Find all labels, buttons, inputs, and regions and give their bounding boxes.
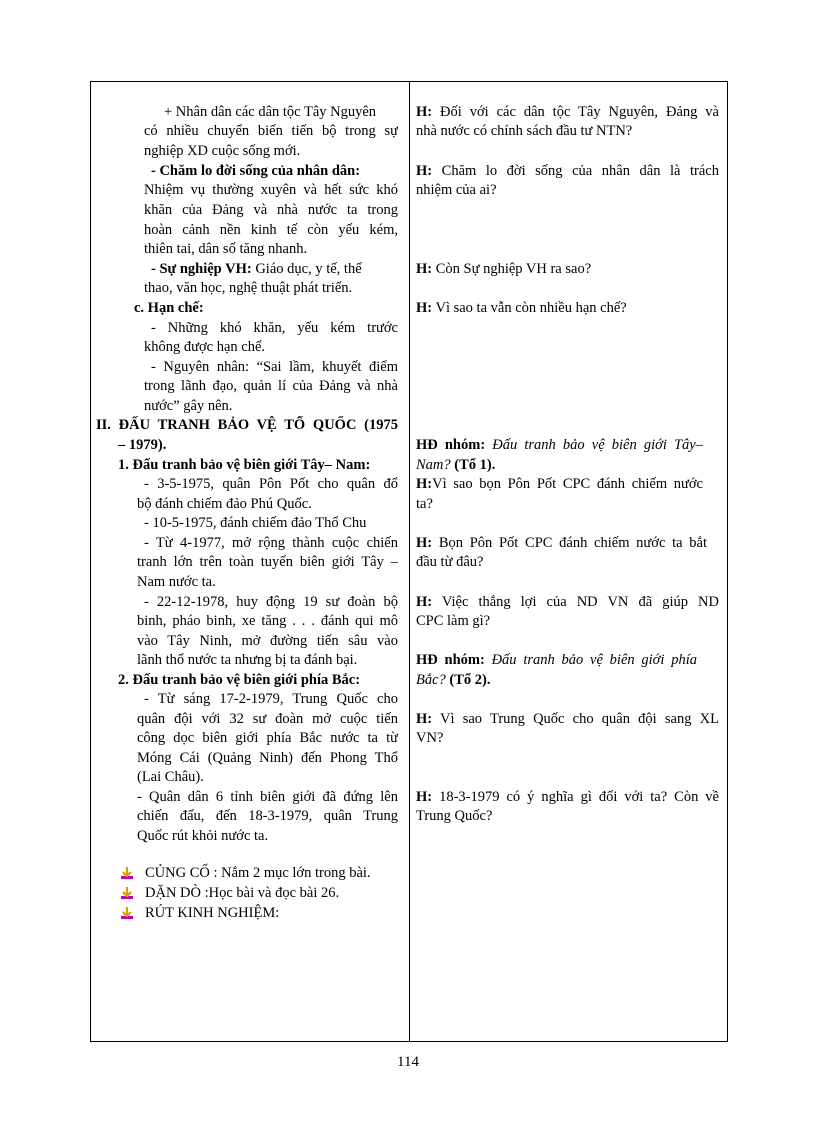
text-line: - Nguyên nhân: “Sai lầm, khuyết điểm [151, 359, 398, 375]
question: H: Vì sao Trung Quốc cho quân đội sang XL [416, 711, 719, 727]
text-line: chiến đấu, đến 18-3-1979, quân Trung [137, 808, 398, 824]
text-line: (Lai Châu). [137, 769, 204, 785]
group-activity: HĐ nhóm: Đấu tranh bảo vệ biên giới Tây– [416, 437, 703, 453]
text-line: tranh lớn trên toàn tuyến biên giới Tây – [137, 554, 398, 570]
column-divider [409, 82, 410, 1041]
question: H: Bọn Pôn Pốt CPC đánh chiếm nước ta bắt [416, 535, 707, 551]
arrow-bullet-icon [120, 906, 134, 920]
question: H: 18-3-1979 có ý nghĩa gì đối với ta? Còn về [416, 789, 719, 805]
text-line: lãnh thổ nước ta nhưng bị ta đánh bại. [137, 652, 358, 668]
text-line: - Từ sáng 17-2-1979, Trung Quốc cho [144, 691, 398, 707]
text-line: - 3-5-1975, quân Pôn Pốt cho quân đổ [144, 476, 398, 492]
subsection-heading: 1. Đấu tranh bảo vệ biên giới Tây– Nam: [118, 457, 371, 473]
text-line: Nam nước ta. [137, 574, 216, 590]
question: H: Còn Sự nghiệp VH ra sao? [416, 261, 592, 277]
text-line: VN? [416, 730, 444, 746]
text-line: đầu từ đâu? [416, 554, 484, 570]
bullet-text: RÚT KINH NGHIỆM: [145, 905, 280, 921]
text-line: binh, pháo binh, xe tăng . . . đánh qui mô [137, 613, 398, 629]
text-line: CPC làm gì? [416, 613, 491, 629]
text-line: không được hạn chế. [144, 339, 266, 355]
text-line: Trung Quốc? [416, 808, 493, 824]
text-line: quân đội với 32 sư đoàn mở cuộc tiến [137, 711, 398, 727]
text-line: nước” gây nên. [144, 398, 233, 414]
text-line: Quốc rút khỏi nước ta. [137, 828, 269, 844]
question: H: Đối với các dân tộc Tây Nguyên, Đảng và [416, 104, 719, 120]
text-line: nghiệp XD cuộc sống mới. [144, 143, 301, 159]
group-activity: Bắc? (Tổ 2). [416, 672, 491, 688]
text-line: - Những khó khăn, yếu kém trước [151, 320, 398, 336]
subsection-heading: 2. Đấu tranh bảo vệ biên giới phía Bắc: [118, 672, 361, 688]
text-line: trong lãnh đạo, quản lí của Đảng và nhà [144, 378, 398, 394]
section-heading: c. Hạn chế: [134, 300, 204, 316]
text-line: + Nhân dân các dân tộc Tây Nguyên [164, 104, 377, 120]
text-line: - 22-12-1978, huy động 19 sư đoàn bộ [144, 594, 398, 610]
question: H: Vì sao ta vẫn còn nhiều hạn chế? [416, 300, 627, 316]
bullet-text: CỦNG CỐ : Nắm 2 mục lớn trong bài. [145, 865, 371, 881]
text-line: nhiệm của ai? [416, 182, 497, 198]
section-heading: - Chăm lo đời sống của nhân dân: [151, 163, 361, 179]
page-number: 114 [397, 1054, 419, 1070]
bullet-text: DẶN DÒ :Học bài và đọc bài 26. [145, 885, 340, 901]
section-heading: II. ĐẤU TRANH BẢO VỆ TỔ QUỐC (1975 [96, 417, 398, 433]
text-line: - Từ 4-1977, mở rộng thành cuộc chiến [144, 535, 398, 551]
text-line: khăn của Đảng và nhà nước ta trong [144, 202, 398, 218]
text-line: bộ đánh chiếm đảo Phú Quốc. [137, 496, 312, 512]
text-line: vào Tây Ninh, mở đường tiến sâu vào [137, 633, 398, 649]
text-line: có nhiều chuyển biến tiến bộ trong sự [144, 123, 398, 139]
text-line: thao, văn học, nghệ thuật phát triển. [144, 280, 353, 296]
text-line: công dọc biên giới phía Bắc nước ta từ [137, 730, 398, 746]
text-line: thiên tai, dân số tăng nhanh. [144, 241, 308, 257]
group-activity: Nam? (Tổ 1). [416, 457, 496, 473]
text-line: Nhiệm vụ thường xuyên và hết sức khó [144, 182, 398, 198]
question: H:Vì sao bọn Pôn Pốt CPC đánh chiếm nước [416, 476, 703, 492]
question: H: Việc thắng lợi của ND VN đã giúp ND [416, 594, 719, 610]
text-line: - Quân dân 6 tỉnh biên giới đã đứng lên [137, 789, 398, 805]
text-line: - Sự nghiệp VH: Giáo dục, y tế, thể [151, 261, 362, 277]
text-line: nhà nước có chính sách đầu tư NTN? [416, 123, 633, 139]
text-line: Móng Cái (Quảng Ninh) đến Phong Thổ [137, 750, 398, 766]
section-heading: – 1979). [118, 437, 167, 453]
text-line: ta? [416, 496, 433, 512]
arrow-bullet-icon [120, 866, 134, 880]
arrow-bullet-icon [120, 886, 134, 900]
text-line: - 10-5-1975, đánh chiếm đảo Thổ Chu [144, 515, 367, 531]
text-line: hoàn cảnh nền kinh tế còn yếu kém, [144, 222, 398, 238]
question: H: Chăm lo đời sống của nhân dân là trách [416, 163, 719, 179]
group-activity: HĐ nhóm: Đấu tranh bảo vệ biên giới phía [416, 652, 697, 668]
